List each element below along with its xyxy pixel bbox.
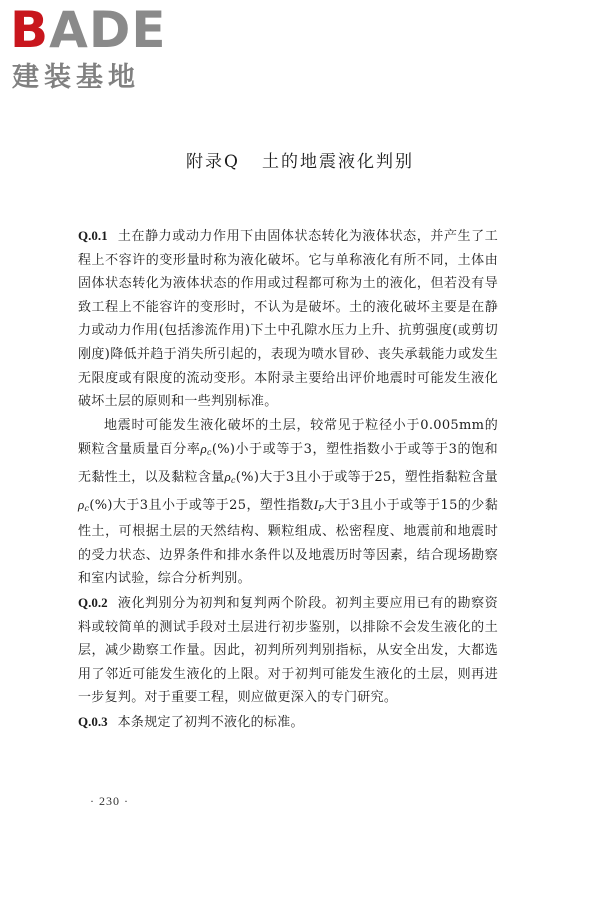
page-number: · 230 · <box>90 794 129 808</box>
rho-subscript: c <box>207 448 212 458</box>
body-text <box>78 224 498 734</box>
logo-chinese: 建装基地 <box>12 62 140 93</box>
logo-word-rest: ADE <box>49 1 167 59</box>
appendix-label: 附录Q <box>186 152 240 172</box>
rho-symbol: ρ <box>78 496 85 512</box>
rho-symbol: ρ <box>224 468 232 484</box>
text-segment: (%)小于或等于3，塑性指数小于或等于3的饱和无黏性土，以及黏粒含量 <box>78 442 498 485</box>
clause-text: 液化判别分为初判和复判两个阶段。初判主要应用已有的勘察资料或较简单的测试手段对土层进行初步鉴别，以排除不会发生液化的土层，减少勘察工作量。因此，初判所列判别指标，从安全出发，大都选用了邻近可能发生液化的上限。对于初判可能发生液化的土层，则再进一步复判。对于重要工程，则应做更深入的专门研究。 <box>78 595 498 706</box>
rho-subscript: c <box>84 503 90 513</box>
text-segment: 大于3且小于或等于15的少黏性土，可根据土层的天然结构、颗粒组成、松密程度、地震前和地震时的受力状态、边界条件和排水条件以及地震历时等因素，结合现场勘察和室内试验，综合分析判别。 <box>78 497 498 587</box>
clause-q01 <box>78 224 498 414</box>
plasticity-index-subscript: P <box>318 503 325 513</box>
rho-subscript: c <box>231 475 236 485</box>
clause-number: Q.0.3 <box>78 713 108 729</box>
plasticity-index-symbol: I <box>313 496 319 512</box>
appendix-title: 土的地震液化判别 <box>261 152 414 172</box>
clause-number: Q.0.1 <box>78 228 108 243</box>
bade-logo <box>10 1 180 96</box>
clause-q01-continued <box>78 414 498 591</box>
text-segment: (%)大于3且小于或等于25，塑性指数 <box>89 497 314 513</box>
clause-q02 <box>78 591 498 710</box>
page-title <box>0 150 600 174</box>
text-segment: (%)大于3且小于或等于25，塑性指黏粒含量 <box>235 469 498 485</box>
rho-symbol: ρ <box>200 441 208 457</box>
logo-wordmark <box>10 0 180 60</box>
clause-text: 土在静力或动力作用下由固体状态转化为液体状态，并产生了工程上不容许的变形量时称为液化破坏。它与单称液化有所不同，土体由固体状态转化为液体状态的作用或过程都可称为土的液化，但若没有导致工程上不能容许的变形时，不认为是破坏。土的液化破坏主要是在静力或动力作用(包括渗流作用)下土中孔隙水压力上升、抗剪强度(或剪切刚度)降低并趋于消失所引起的，表现为喷水冒砂、丧失承载能力或发生无限度或有限度的流动变形。本附录主要给出评价地震时可能发生液化破坏土层的原则和一些判别标准。 <box>78 229 498 410</box>
clause-q03 <box>78 710 498 735</box>
text-segment: 地震时可能发生液化破坏的土层，较常见于粒径小于0.005mm的颗粒含量质量百分率 <box>78 417 498 458</box>
clause-text: 本条规定了初判不液化的标准。 <box>117 714 304 730</box>
clause-number: Q.0.2 <box>78 594 108 610</box>
logo-accent-letter: B <box>10 1 50 59</box>
